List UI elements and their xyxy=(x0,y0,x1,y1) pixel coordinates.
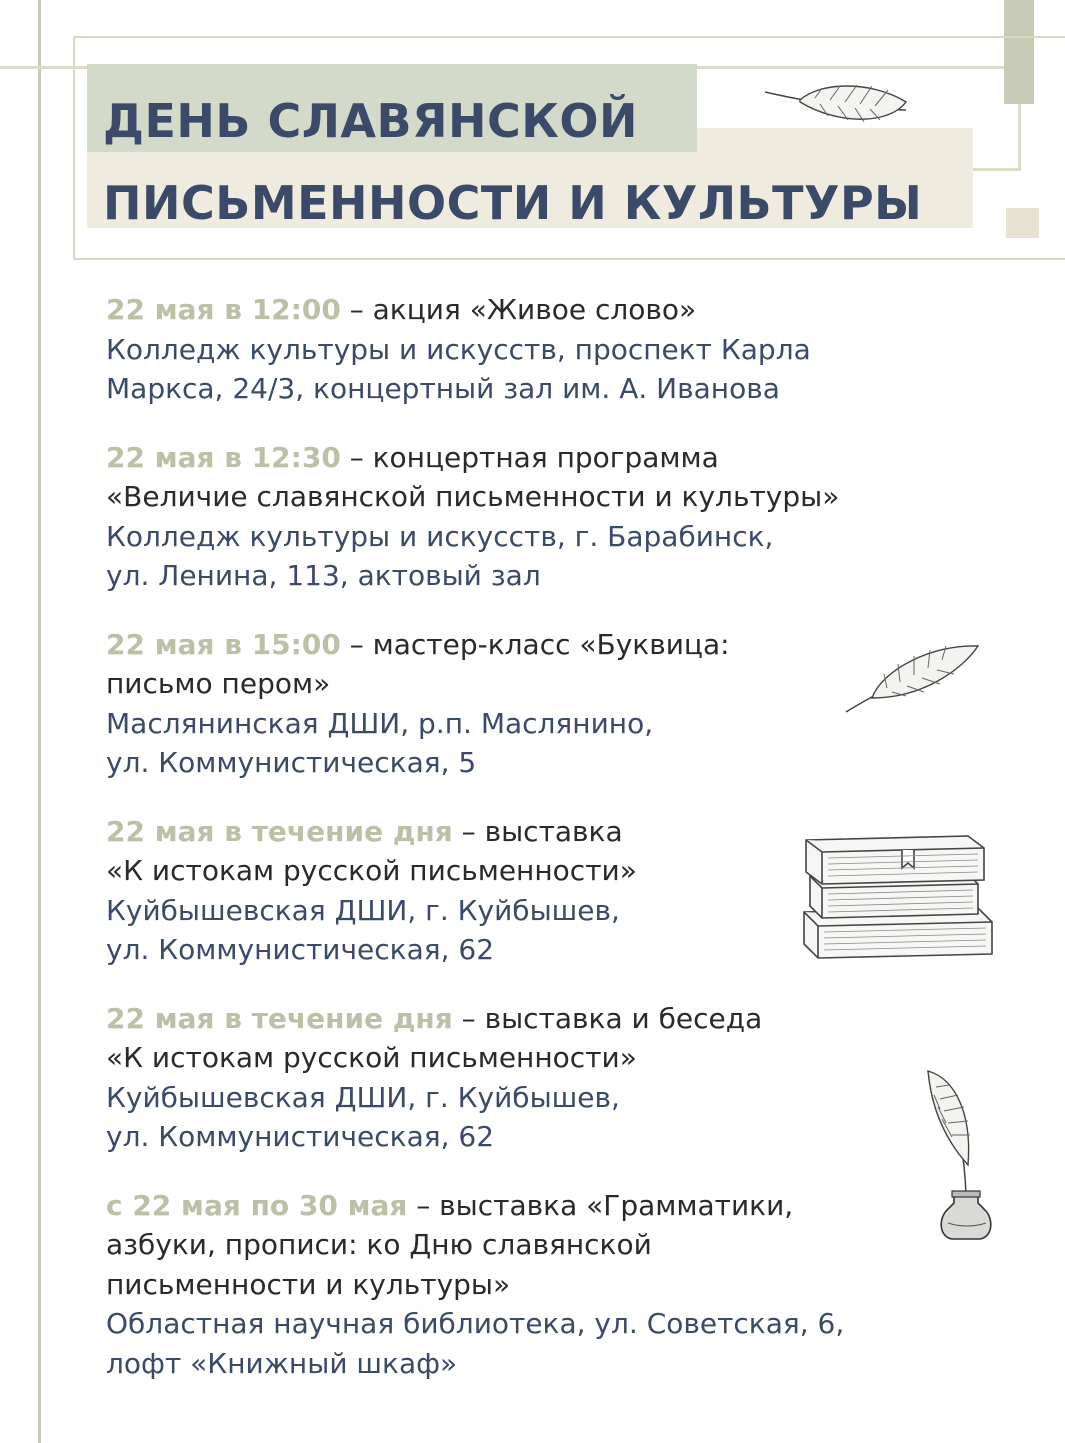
event-date: 22 мая в течение дня xyxy=(106,1001,453,1035)
event-date: с 22 мая по 30 мая xyxy=(106,1188,408,1222)
event-place: Маркса, 24/3, концертный зал им. А. Иванова xyxy=(106,372,780,405)
event-item xyxy=(106,999,1006,1157)
event-place: Колледж культуры и искусств, г. Барабинск, xyxy=(106,519,774,553)
event-item xyxy=(106,290,1006,409)
left-vertical-line xyxy=(38,0,41,1443)
event-description: – мастер-класс «Буквица: xyxy=(349,627,730,661)
feather-icon xyxy=(760,80,910,130)
event-description: письмо пером» xyxy=(106,667,331,700)
event-place: Куйбышевская ДШИ, г. Куйбышев, xyxy=(106,1080,620,1114)
event-description: – концертная программа xyxy=(349,440,719,474)
event-date: 22 мая в течение дня xyxy=(106,814,453,848)
event-item xyxy=(106,438,1006,596)
event-item xyxy=(106,1186,1006,1384)
event-description: – выставка и беседа xyxy=(461,1001,763,1035)
title-line-2: ПИСЬМЕННОСТИ И КУЛЬТУРЫ xyxy=(103,176,923,230)
event-date: 22 мая в 12:00 xyxy=(106,293,341,326)
event-place: лофт «Книжный шкаф» xyxy=(106,1346,458,1380)
event-place: ул. Коммунистическая, 62 xyxy=(106,933,495,966)
event-date: 22 мая в 15:00 xyxy=(106,627,341,661)
event-place: ул. Коммунистическая, 5 xyxy=(106,746,477,779)
title-line-1: ДЕНЬ СЛАВЯНСКОЙ xyxy=(103,94,638,148)
books-icon xyxy=(798,830,996,962)
event-place: Колледж культуры и искусств, проспект Карла xyxy=(106,332,811,366)
event-place: Маслянинская ДШИ, р.п. Маслянино, xyxy=(106,706,654,740)
inkwell-quill-icon xyxy=(920,1065,1000,1245)
event-description: – выставка xyxy=(461,814,623,848)
event-description: «Величие славянской письменности и культуры» xyxy=(106,480,840,513)
event-place: ул. Ленина, 113, актовый зал xyxy=(106,559,541,592)
event-date: 22 мая в 12:30 xyxy=(106,440,341,474)
event-place: ул. Коммунистическая, 62 xyxy=(106,1120,495,1153)
event-place: Областная научная библиотека, ул. Советская, 6, xyxy=(106,1307,845,1340)
event-description: письменности и культуры» xyxy=(106,1267,511,1301)
quill-icon xyxy=(842,640,982,715)
event-description: – выставка «Грамматики, xyxy=(416,1188,794,1222)
event-description: «К истокам русской письменности» xyxy=(106,854,637,887)
event-description: азбуки, прописи: ко Дню славянской xyxy=(106,1228,652,1261)
event-description: – акция «Живое слово» xyxy=(349,293,697,326)
event-description: «К истокам русской письменности» xyxy=(106,1041,637,1074)
event-place: Куйбышевская ДШИ, г. Куйбышев, xyxy=(106,893,620,927)
